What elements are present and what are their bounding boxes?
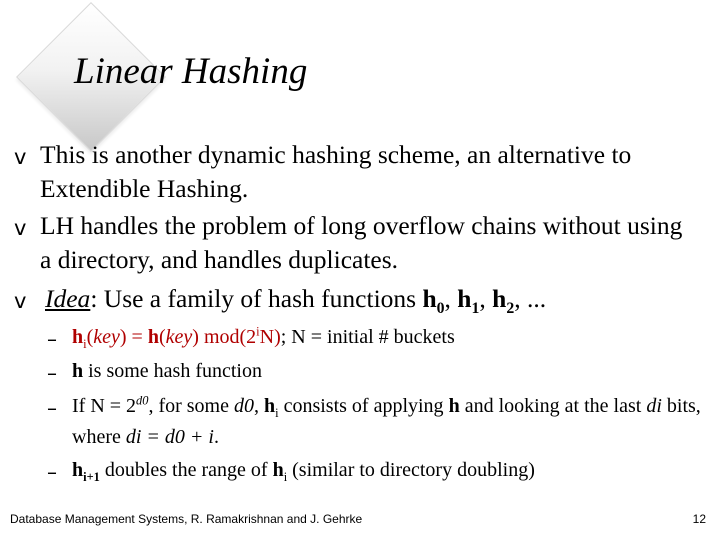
dash-marker: – [47,327,57,351]
bullet-dynamic-hashing: This is another dynamic hashing scheme, an alternative to Extendible Hashing. [40,140,632,203]
slide-title: Linear Hashing [74,51,308,92]
dash-marker: – [47,396,57,420]
dash-marker: – [47,361,57,385]
bullet-marker: v [14,216,27,240]
footer-citation: Database Management Systems, R. Ramakrishnan and J. Gehrke [10,512,363,526]
bullet-marker: v [14,289,27,313]
sub-bullet-d0-bits: If $N = 2^{d0}$, for some d0, $h_i$ consists of applying h and looking at the last di bits, where di = d0 + i. [72,393,701,448]
sub-bullet-doubling: $h_{i+1}$ doubles the range of $h_i$ (similar to directory doubling) [72,459,535,484]
idea-label: Idea [45,284,91,313]
sub-bullet-hash-function: h is some hash function [72,360,262,382]
bullet-marker: v [14,145,27,169]
bullet-overflow-chains: LH handles the problem of long overflow chains without using a directory, and handles duplicates. [40,211,683,274]
sub-bullet-hash-family: $h_i(key) = h(key)$ mod(2$^i$N); N = initial # buckets [72,324,455,351]
dash-marker: – [47,460,57,484]
page-number: 12 [692,512,706,526]
bullet-idea: Idea: Use a family of hash functions $h_0$, $h_1$, $h_2$, ... [45,284,547,318]
